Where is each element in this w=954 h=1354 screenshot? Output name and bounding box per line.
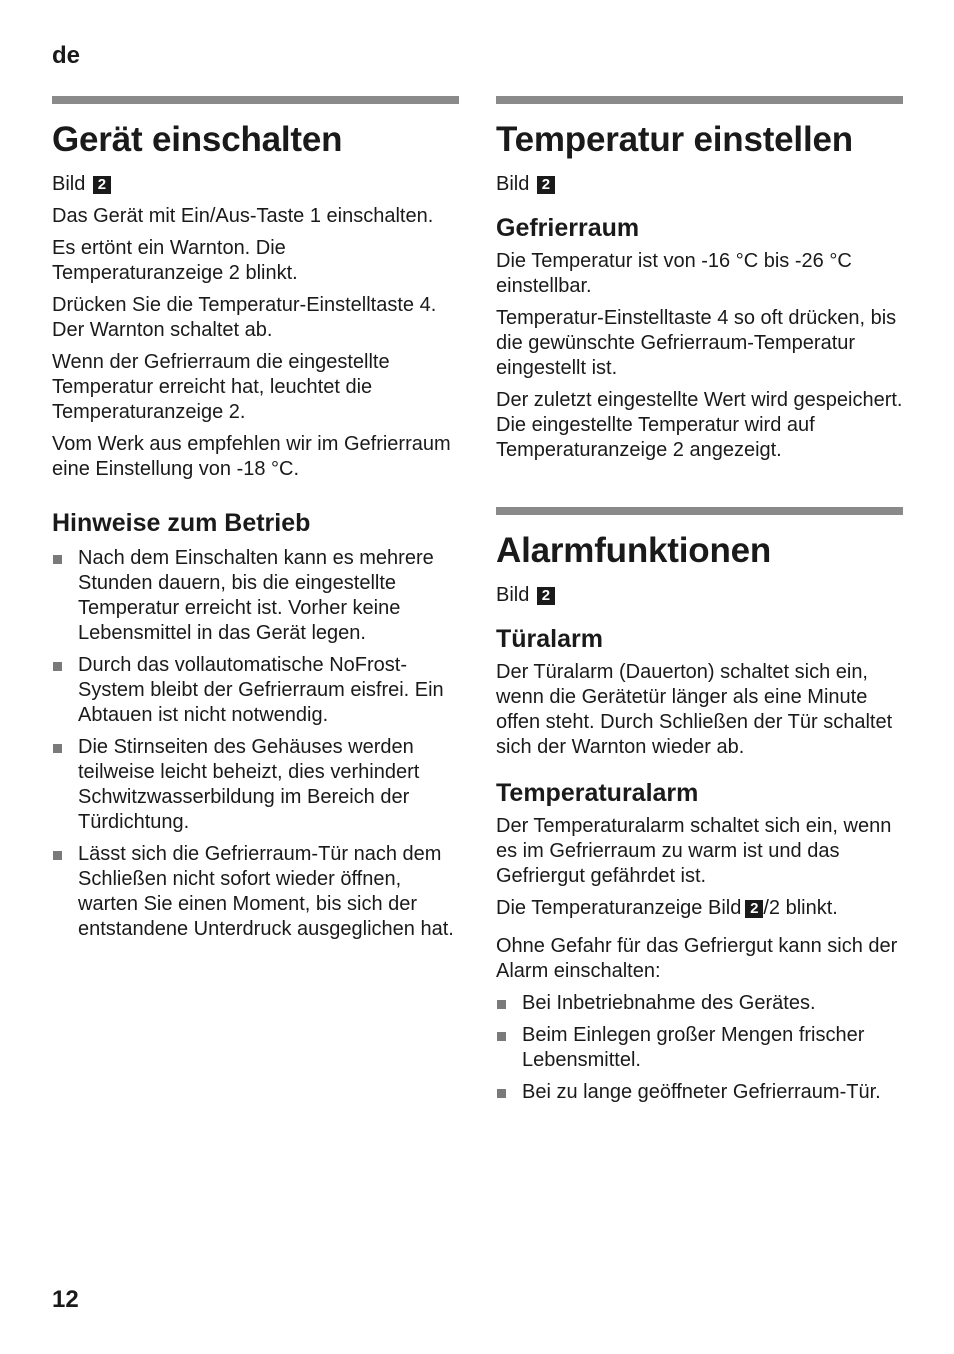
page-number: 12 [52, 1286, 79, 1313]
paragraph-anzeige: Die Temperaturanzeige Bild 2 /2 blinkt. [496, 897, 838, 919]
square-bullet-icon [53, 555, 62, 564]
sub-heading-hinweise: Hinweise zum Betrieb [52, 509, 311, 537]
list-item: Nach dem Einschalten kann es mehrere Stunden dauern, bis die eingestellte Temperatur erreicht ist. Vorher keine Lebensmittel in das Gerät legen. [52, 546, 459, 646]
section-title-temperatur-einstellen: Temperatur einstellen [496, 120, 853, 159]
square-bullet-icon [53, 851, 62, 860]
paragraph: Temperatur-Einstelltaste 4 so oft drücken, bis die gewünschte Gefrierraum-Temperatur eingestellt ist. [496, 307, 897, 379]
square-bullet-icon [53, 744, 62, 753]
figure-reference-label: Bild [496, 584, 530, 606]
hinweise-list [52, 546, 459, 942]
paragraph: Das Gerät mit Ein/Aus-Taste 1 einschalten. [52, 205, 434, 227]
language-code: de [52, 42, 81, 69]
figure-reference [52, 172, 459, 197]
paragraph: Vom Werk aus empfehlen wir im Gefrierraum eine Einstellung von -18 °C. [52, 433, 451, 480]
figure-reference-label: Bild [496, 173, 530, 195]
figure-number-badge: 2 [537, 587, 555, 605]
list-item: Die Stirnseiten des Gehäuses werden teilweise leicht beheizt, dies verhindert Schwitzwasserbildung im Bereich der Türdichtung. [52, 735, 459, 835]
paragraph: Es ertönt ein Warnton. Die Temperaturanzeige 2 blinkt. [52, 237, 298, 284]
paragraph: Der zuletzt eingestellte Wert wird gespeichert. Die eingestellte Temperatur wird auf Temperaturanzeige 2 angezeigt. [496, 389, 903, 461]
section-title-alarmfunktionen: Alarmfunktionen [496, 531, 772, 570]
figure-number-badge: 2 [537, 176, 555, 194]
right-column [496, 96, 903, 1105]
square-bullet-icon [497, 1000, 506, 1009]
section-title-geraet-einschalten: Gerät einschalten [52, 120, 343, 159]
figure-number-badge: 2 [93, 176, 111, 194]
sub-heading-temperaturalarm: Temperaturalarm [496, 779, 699, 807]
section-rule [496, 507, 903, 515]
square-bullet-icon [497, 1032, 506, 1041]
paragraph: Die Temperatur ist von -16 °C bis -26 °C einstellbar. [496, 250, 852, 297]
list-item: Durch das vollautomatische NoFrost-System bleibt der Gefrierraum eisfrei. Ein Abtauen ist nicht notwendig. [52, 653, 459, 728]
left-column [52, 96, 459, 942]
section-rule [496, 96, 903, 104]
figure-reference [496, 583, 903, 608]
paragraph: Der Türalarm (Dauerton) schaltet sich ein, wenn die Gerätetür länger als eine Minute offen steht. Durch Schließen der Tür schaltet sich der Warnton wieder ab. [496, 661, 893, 758]
paragraph: Drücken Sie die Temperatur-Einstelltaste 4. Der Warnton schaltet ab. [52, 294, 437, 341]
sub-heading-tueralarm: Türalarm [496, 625, 603, 653]
alarm-cause-list [496, 991, 903, 1105]
paragraph: Wenn der Gefrierraum die eingestellte Temperatur erreicht hat, leuchtet die Temperaturanzeige 2. [52, 351, 390, 423]
square-bullet-icon [497, 1089, 506, 1098]
paragraph: Der Temperaturalarm schaltet sich ein, wenn es im Gefrierraum zu warm ist und das Gefriergut gefährdet ist. [496, 815, 892, 887]
paragraph: Ohne Gefahr für das Gefriergut kann sich der Alarm einschalten: [496, 935, 898, 982]
figure-number-badge: 2 [745, 900, 763, 918]
list-item: Beim Einlegen großer Mengen frischer Lebensmittel. [496, 1023, 903, 1073]
square-bullet-icon [53, 662, 62, 671]
sub-heading-gefrierraum: Gefrierraum [496, 214, 640, 242]
figure-reference-label: Bild [52, 173, 86, 195]
list-item: Bei zu lange geöffneter Gefrierraum-Tür. [496, 1080, 903, 1105]
list-item: Bei Inbetriebnahme des Gerätes. [496, 991, 903, 1016]
section-rule [52, 96, 459, 104]
list-item: Lässt sich die Gefrierraum-Tür nach dem Schließen nicht sofort wieder öffnen, warten Sie einen Moment, bis sich der entstandene Unterdruck ausgeglichen hat. [52, 842, 459, 942]
figure-reference [496, 172, 903, 197]
